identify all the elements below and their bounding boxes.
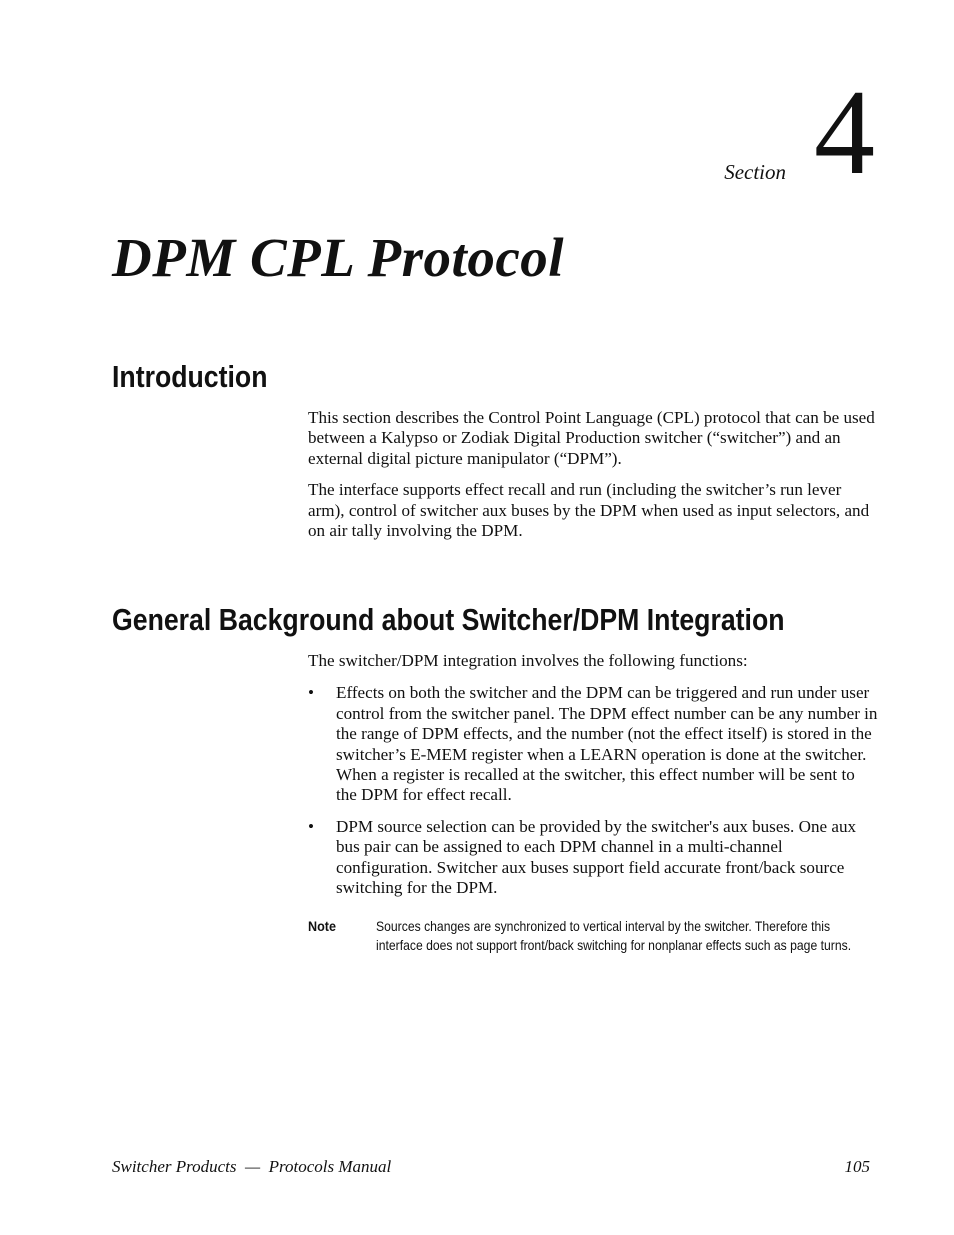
list-item-text: Effects on both the switcher and the DPM can be triggered and run under user control from the switcher panel. The DPM effect number can be any number in the range of DPM effects, and the number (not the effect itself) is stored in the switcher’s E-MEM register when a LEARN operation is done at the switcher. When a register is recalled at the switcher, this effect number will be sent to the DPM for effect recall. xyxy=(336,683,878,805)
introduction-paragraph: The interface supports effect recall and run (including the switcher’s run lever arm), control of switcher aux buses by the DPM when used as input selectors, and on air tally involving the DPM. xyxy=(308,480,870,541)
footer-page-number: 105 xyxy=(844,1157,870,1176)
section-number: 4 xyxy=(814,65,875,200)
introduction-heading: Introduction xyxy=(112,359,268,394)
bullet-marker: • xyxy=(308,816,314,836)
bullet-marker: • xyxy=(308,683,314,703)
function-list xyxy=(308,683,878,898)
introduction-paragraph: This section describes the Control Point Language (CPL) protocol that can be used between a Kalypso or Zodiak Digital Production switcher (“switcher”) and an external digital picture manipulator (“DPM”). xyxy=(308,408,875,468)
introduction-body xyxy=(308,408,878,541)
section-label: Section xyxy=(724,160,786,184)
note-text: Sources changes are synchronized to vertical interval by the switcher. Therefore this interface does not support front/back switching for nonplanar effects such as page turns. xyxy=(376,918,852,953)
list-item xyxy=(308,683,878,805)
page-title: DPM CPL Protocol xyxy=(112,227,565,288)
footer-manual-title: Switcher Products — Protocols Manual xyxy=(112,1157,392,1176)
list-item-text: DPM source selection can be provided by the switcher's aux buses. One aux bus pair can be assigned to each DPM channel in a multi-channel configuration. Switcher aux buses support field accurate front/back source switching for the DPM. xyxy=(336,816,857,898)
background-intro: The switcher/DPM integration involves the following functions: xyxy=(308,651,748,670)
list-item xyxy=(308,817,878,899)
background-heading: General Background about Switcher/DPM Integration xyxy=(112,602,785,637)
note-label: Note xyxy=(308,918,337,934)
background-body xyxy=(308,651,878,909)
